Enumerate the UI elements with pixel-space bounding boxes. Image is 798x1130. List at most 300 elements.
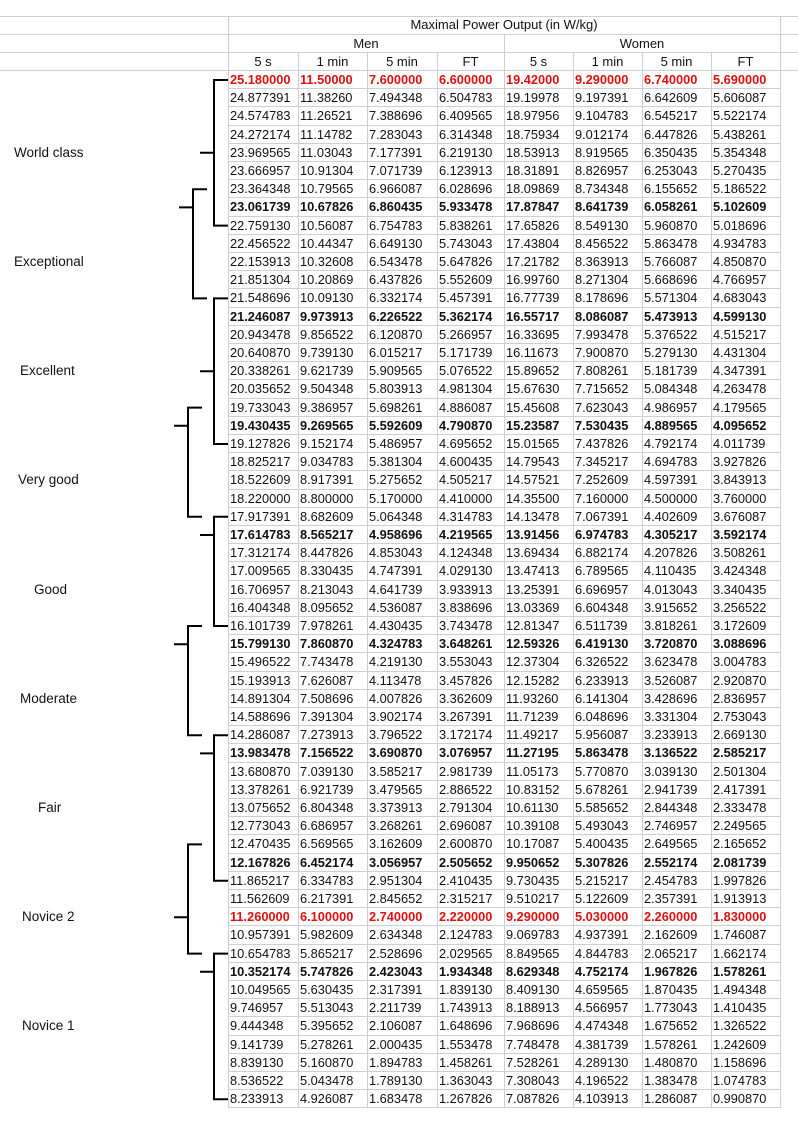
table-cell: 2.740000	[369, 909, 423, 925]
table-cell: 11.71239	[506, 709, 559, 724]
category-label: Exceptional	[14, 254, 84, 269]
table-cell: 24.574783	[230, 108, 291, 124]
table-cell: 12.15282	[506, 672, 560, 688]
table-cell: 17.614783	[230, 527, 291, 542]
table-cell: 6.058261	[644, 199, 698, 215]
table-cell: 4.850870	[713, 254, 767, 269]
table-cell: 2.886522	[439, 781, 493, 797]
table-cell: 6.334783	[300, 872, 354, 888]
table-cell: 15.67630	[506, 381, 560, 397]
table-cell: 7.715652	[575, 381, 629, 397]
table-cell: 6.789565	[575, 563, 629, 579]
table-cell: 21.851304	[230, 272, 291, 288]
table-cell: 9.269565	[300, 417, 354, 433]
table-cell: 4.790870	[439, 417, 493, 433]
table-cell: 3.508261	[713, 545, 767, 561]
table-cell: 2.753043	[713, 709, 767, 724]
table-cell: 8.826957	[575, 163, 629, 178]
table-cell: 1.839130	[439, 982, 493, 997]
table-cell: 3.373913	[369, 800, 423, 815]
table-cell: 5.690000	[713, 72, 767, 87]
table-cell: 1.662174	[713, 945, 767, 961]
table-cell: 5.698261	[369, 399, 423, 415]
table-cell: 2.552174	[644, 854, 698, 870]
table-cell: 10.09130	[300, 290, 354, 306]
table-cell: 2.423043	[369, 963, 423, 979]
table-cell: 5.766087	[644, 254, 698, 269]
table-cell: 4.886087	[439, 399, 493, 415]
table-cell: 3.172609	[713, 618, 767, 633]
table-cell: 5.630435	[300, 982, 354, 997]
table-cell: 7.308043	[506, 1073, 560, 1088]
table-cell: 5.585652	[575, 800, 629, 815]
table-cell: 3.743478	[439, 618, 493, 633]
table-cell: 7.528261	[506, 1054, 560, 1070]
table-cell: 7.177391	[369, 144, 423, 160]
table-cell: 10.91304	[300, 163, 354, 178]
table-cell: 4.289130	[575, 1054, 629, 1070]
table-cell: 5.668696	[644, 272, 698, 288]
table-cell: 17.87847	[506, 199, 560, 215]
table-cell: 17.312174	[230, 545, 291, 561]
table-cell: 13.69434	[506, 545, 560, 561]
table-cell: 5.043478	[300, 1073, 354, 1088]
table-cell: 7.160000	[575, 490, 629, 506]
table-cell: 6.604348	[575, 599, 629, 615]
table-cell: 23.969565	[230, 144, 291, 160]
table-cell: 6.253043	[644, 163, 698, 178]
table-cell: 2.333478	[713, 800, 767, 815]
table-cell: 2.501304	[713, 763, 767, 779]
table-cell: 8.178696	[575, 290, 629, 306]
table-cell: 20.338261	[230, 363, 291, 379]
table-cell: 3.648261	[439, 636, 493, 652]
table-cell: 2.600870	[439, 836, 493, 852]
table-cell: 4.314783	[439, 508, 493, 524]
table-cell: 8.233913	[230, 1091, 284, 1107]
table-cell: 4.766957	[713, 272, 767, 288]
table-cell: 6.226522	[369, 308, 423, 324]
table-cell: 1.870435	[644, 982, 698, 997]
table-cell: 4.013043	[644, 581, 698, 597]
table-cell: 1.158696	[713, 1054, 767, 1070]
table-cell: 1.242609	[713, 1036, 767, 1052]
category-label: Very good	[18, 472, 79, 488]
table-cell: 15.193913	[230, 672, 291, 688]
table-cell: 5.064348	[369, 508, 423, 524]
table-cell: 19.19978	[506, 90, 560, 106]
table-cell: 15.01565	[506, 436, 560, 451]
table-cell: 5.909565	[369, 363, 423, 379]
table-cell: 11.26521	[300, 108, 353, 124]
table-cell: 9.069783	[506, 927, 560, 943]
table-cell: 5.266957	[439, 326, 493, 342]
group-header-women: Women	[619, 36, 665, 51]
table-cell: 2.454783	[644, 872, 698, 888]
table-cell: 3.553043	[439, 654, 493, 670]
table-cell: 19.127826	[230, 436, 291, 451]
table-cell: 16.77739	[506, 290, 560, 306]
table-cell: 2.669130	[713, 727, 767, 743]
table-cell: 6.350435	[644, 144, 698, 160]
table-cell: 24.877391	[230, 90, 291, 106]
table-cell: 7.808261	[575, 363, 629, 379]
table-cell: 7.900870	[575, 345, 629, 360]
table-cell: 2.065217	[644, 945, 698, 961]
table-cell: 6.123913	[439, 163, 493, 178]
table-cell: 5.743043	[439, 235, 493, 251]
table-cell: 6.696957	[575, 581, 629, 597]
category-label: Excellent	[20, 363, 75, 379]
table-cell: 6.511739	[575, 618, 628, 633]
table-cell: 23.666957	[230, 163, 291, 178]
table-cell: 8.565217	[300, 527, 354, 542]
table-cell: 10.049565	[230, 982, 291, 997]
table-cell: 3.690870	[369, 745, 423, 761]
grid-line	[573, 52, 574, 1108]
table-cell: 7.530435	[575, 417, 629, 433]
table-cell: 6.048696	[575, 709, 629, 724]
table-cell: 7.993478	[575, 326, 629, 342]
table-cell: 1.675652	[644, 1018, 698, 1034]
table-cell: 4.934783	[713, 235, 767, 251]
table-cell: 3.256522	[713, 599, 767, 615]
table-cell: 12.81347	[506, 618, 560, 633]
table-cell: 11.05173	[506, 763, 559, 779]
table-cell: 1.267826	[439, 1091, 493, 1107]
table-cell: 3.136522	[644, 745, 698, 761]
table-cell: 4.599130	[713, 308, 767, 324]
table-cell: 5.473913	[644, 308, 698, 324]
table-cell: 4.410000	[439, 490, 493, 506]
column-header: 5 s	[529, 54, 548, 69]
table-cell: 3.331304	[644, 709, 698, 724]
table-cell: 4.600435	[439, 454, 493, 470]
table-cell: 6.332174	[369, 290, 423, 306]
grid-line	[0, 52, 798, 53]
table-cell: 4.196522	[575, 1073, 629, 1088]
table-cell: 15.45608	[506, 399, 560, 415]
table-cell: 4.752174	[575, 963, 629, 979]
category-brace	[200, 298, 228, 444]
group-header-men: Men	[353, 36, 379, 51]
table-cell: 4.113478	[369, 672, 422, 688]
table-cell: 1.410435	[713, 1000, 767, 1016]
table-cell: 3.479565	[369, 781, 423, 797]
table-cell: 5.493043	[575, 818, 629, 834]
table-cell: 13.47413	[506, 563, 560, 579]
sheet-title: Maximal Power Output (in W/kg)	[410, 17, 598, 32]
table-cell: 5.571304	[644, 290, 698, 306]
category-label: Moderate	[20, 690, 78, 706]
category-label: Good	[34, 581, 68, 597]
table-cell: 7.345217	[575, 454, 629, 470]
table-cell: 5.186522	[713, 181, 767, 197]
table-cell: 4.110435	[644, 563, 697, 579]
table-cell: 1.746087	[713, 927, 767, 943]
table-cell: 6.447826	[644, 126, 698, 142]
table-cell: 3.760000	[713, 490, 767, 506]
table-cell: 5.770870	[575, 763, 629, 779]
table-cell: 4.981304	[439, 381, 493, 397]
table-cell: 6.120870	[369, 326, 423, 342]
table-cell: 4.926087	[300, 1091, 354, 1107]
table-cell: 3.362609	[439, 690, 493, 706]
grid-line	[504, 34, 505, 1108]
table-cell: 18.522609	[230, 472, 291, 488]
table-cell: 5.181739	[644, 363, 698, 379]
table-cell: 5.076522	[439, 363, 493, 379]
table-cell: 4.659565	[575, 982, 629, 997]
table-cell: 3.424348	[713, 563, 767, 579]
table-cell: 7.623043	[575, 399, 629, 415]
table-cell: 6.233913	[575, 672, 629, 688]
table-cell: 3.088696	[713, 636, 767, 652]
table-cell: 6.015217	[369, 345, 423, 360]
table-cell: 3.340435	[713, 581, 767, 597]
table-cell: 20.640870	[230, 345, 291, 360]
table-cell: 9.290000	[575, 72, 629, 87]
table-cell: 3.933913	[439, 581, 493, 597]
table-cell: 8.682609	[300, 508, 354, 524]
table-cell: 4.124348	[439, 545, 493, 561]
table-cell: 6.437826	[369, 272, 423, 288]
table-cell: 3.843913	[713, 472, 767, 488]
table-cell: 8.086087	[575, 308, 629, 324]
table-cell: 1.648696	[439, 1018, 493, 1034]
table-cell: 8.409130	[506, 982, 560, 997]
table-cell: 5.747826	[300, 963, 354, 979]
category-brace	[174, 626, 202, 735]
table-cell: 0.990870	[713, 1091, 767, 1107]
table-cell: 2.029565	[439, 945, 493, 961]
table-cell: 10.17087	[506, 836, 560, 852]
table-cell: 8.447826	[300, 545, 354, 561]
table-cell: 5.486957	[369, 436, 423, 451]
table-cell: 5.170000	[369, 490, 423, 506]
table-cell: 11.562609	[230, 891, 290, 906]
table-cell: 8.536522	[230, 1073, 284, 1088]
table-cell: 8.849565	[506, 945, 560, 961]
table-cell: 6.974783	[575, 527, 629, 542]
table-cell: 8.095652	[300, 599, 354, 615]
table-cell: 8.629348	[506, 963, 560, 979]
table-cell: 5.606087	[713, 90, 767, 106]
table-cell: 9.034783	[300, 454, 354, 470]
column-header: 5 s	[254, 54, 272, 69]
table-cell: 15.496522	[230, 654, 291, 670]
table-cell: 5.956087	[575, 727, 629, 743]
table-cell: 5.400435	[575, 836, 629, 852]
category-brace	[179, 189, 207, 298]
table-cell: 7.600000	[369, 72, 423, 87]
table-cell: 4.937391	[575, 927, 629, 943]
table-cell: 7.252609	[575, 472, 629, 488]
table-cell: 13.075652	[230, 800, 291, 815]
table-cell: 21.548696	[230, 290, 291, 306]
table-cell: 4.207826	[644, 545, 698, 561]
table-cell: 7.283043	[369, 126, 423, 142]
table-cell: 7.494348	[369, 90, 423, 106]
table-cell: 17.917391	[230, 508, 291, 524]
table-cell: 2.649565	[644, 836, 698, 852]
table-cell: 4.566957	[575, 1000, 629, 1016]
table-cell: 3.720870	[644, 636, 698, 652]
table-cell: 4.597391	[644, 472, 698, 488]
table-cell: 11.14782	[300, 126, 353, 142]
table-cell: 6.543478	[369, 254, 423, 269]
table-cell: 5.863478	[644, 235, 698, 251]
table-cell: 1.789130	[369, 1073, 423, 1088]
table-cell: 7.391304	[300, 709, 354, 724]
table-cell: 2.165652	[713, 836, 767, 852]
table-cell: 10.61130	[506, 800, 559, 815]
table-cell: 3.526087	[644, 672, 698, 688]
table-cell: 21.246087	[230, 308, 291, 324]
table-cell: 7.508696	[300, 690, 354, 706]
table-cell: 9.290000	[506, 909, 560, 925]
table-cell: 2.357391	[644, 891, 698, 906]
table-cell: 4.474348	[575, 1018, 629, 1034]
category-label: World class	[14, 144, 84, 160]
table-cell: 18.220000	[230, 490, 291, 506]
table-cell: 5.865217	[300, 945, 354, 961]
table-cell: 8.456522	[575, 235, 629, 251]
table-cell: 5.960870	[644, 217, 698, 233]
table-cell: 6.966087	[369, 181, 423, 197]
table-cell: 4.324783	[369, 636, 423, 652]
table-cell: 2.746957	[644, 818, 698, 834]
table-cell: 5.678261	[575, 781, 629, 797]
table-cell: 19.42000	[506, 72, 560, 87]
table-cell: 12.37304	[506, 654, 560, 670]
table-cell: 7.039130	[300, 763, 354, 779]
table-cell: 15.799130	[230, 636, 291, 652]
table-cell: 4.007826	[369, 690, 423, 706]
table-cell: 5.160870	[300, 1054, 354, 1070]
table-cell: 2.585217	[713, 745, 767, 761]
table-cell: 5.376522	[644, 326, 698, 342]
table-cell: 5.381304	[369, 454, 423, 470]
table-cell: 4.103913	[575, 1091, 629, 1107]
category-brace	[200, 954, 228, 1100]
table-cell: 3.927826	[713, 454, 767, 470]
table-cell: 8.213043	[300, 581, 354, 597]
table-cell: 7.388696	[369, 108, 423, 124]
table-cell: 2.260000	[644, 909, 698, 925]
category-label: Novice 1	[22, 1018, 75, 1034]
table-cell: 17.21782	[506, 254, 560, 269]
table-cell: 6.219130	[439, 144, 493, 160]
table-cell: 3.838696	[439, 599, 493, 615]
table-cell: 7.067391	[575, 508, 629, 524]
table-cell: 9.141739	[230, 1036, 284, 1052]
table-cell: 6.141304	[575, 690, 629, 706]
table-cell: 18.53913	[506, 144, 560, 160]
table-cell: 3.268261	[369, 818, 423, 834]
table-cell: 2.791304	[439, 800, 493, 815]
category-brace	[200, 735, 228, 881]
table-cell: 5.102609	[713, 199, 767, 215]
table-cell: 8.839130	[230, 1054, 284, 1070]
table-cell: 5.395652	[300, 1018, 354, 1034]
table-cell: 11.27195	[506, 745, 559, 761]
table-cell: 3.233913	[644, 727, 698, 743]
table-cell: 3.172174	[439, 727, 493, 743]
table-cell: 1.894783	[369, 1054, 423, 1070]
table-cell: 6.217391	[300, 891, 354, 906]
table-cell: 2.106087	[369, 1018, 423, 1034]
table-cell: 4.986957	[644, 399, 698, 415]
table-cell: 1.830000	[713, 909, 767, 925]
table-cell: 10.67826	[300, 199, 354, 215]
table-cell: 3.623478	[644, 654, 698, 670]
table-cell: 18.825217	[230, 454, 291, 470]
table-cell: 23.061739	[230, 199, 291, 215]
table-cell: 2.317391	[369, 982, 423, 997]
table-cell: 7.626087	[300, 672, 354, 688]
table-cell: 9.104783	[575, 108, 629, 124]
table-cell: 5.863478	[575, 745, 629, 761]
table-cell: 4.179565	[713, 399, 767, 415]
table-cell: 2.124783	[439, 927, 493, 943]
table-cell: 2.417391	[713, 781, 767, 797]
table-cell: 5.362174	[439, 308, 493, 324]
table-cell: 4.430435	[369, 618, 423, 633]
table-cell: 9.950652	[506, 854, 560, 870]
table-cell: 1.383478	[644, 1073, 698, 1088]
column-header: 5 min	[386, 54, 418, 69]
table-cell: 9.730435	[506, 872, 560, 888]
category-label: Fair	[38, 800, 62, 815]
table-cell: 14.35500	[506, 490, 560, 506]
table-cell: 5.270435	[713, 163, 767, 178]
table-cell: 4.011739	[713, 436, 766, 451]
table-cell: 1.743913	[439, 1000, 493, 1016]
table-cell: 3.592174	[713, 527, 767, 542]
table-cell: 6.155652	[644, 181, 698, 197]
table-cell: 1.480870	[644, 1054, 698, 1070]
column-header: FT	[462, 54, 479, 69]
table-cell: 1.913913	[713, 891, 767, 906]
table-cell: 7.748478	[506, 1036, 560, 1052]
table-cell: 20.035652	[230, 381, 291, 397]
table-cell: 2.211739	[369, 1000, 422, 1016]
table-cell: 10.32608	[300, 254, 354, 269]
table-cell: 11.49217	[506, 727, 559, 743]
table-cell: 8.330435	[300, 563, 354, 579]
grid-line	[0, 70, 798, 71]
table-cell: 6.740000	[644, 72, 698, 87]
table-cell: 14.13478	[506, 508, 560, 524]
table-cell: 2.315217	[439, 891, 493, 906]
category-brace	[174, 844, 202, 953]
column-header: FT	[737, 54, 754, 69]
table-cell: 3.267391	[439, 709, 493, 724]
table-cell: 2.000435	[369, 1036, 423, 1052]
table-cell: 4.305217	[644, 527, 698, 542]
table-cell: 7.978261	[300, 618, 354, 633]
table-cell: 9.152174	[300, 436, 354, 451]
table-cell: 7.860870	[300, 636, 354, 652]
grid-line	[642, 52, 643, 1108]
table-cell: 16.55717	[506, 308, 560, 324]
table-cell: 11.03043	[300, 144, 353, 160]
table-cell: 8.188913	[506, 1000, 560, 1016]
table-cell: 9.386957	[300, 399, 354, 415]
table-cell: 4.889565	[644, 417, 698, 433]
table-cell: 6.804348	[300, 800, 354, 815]
